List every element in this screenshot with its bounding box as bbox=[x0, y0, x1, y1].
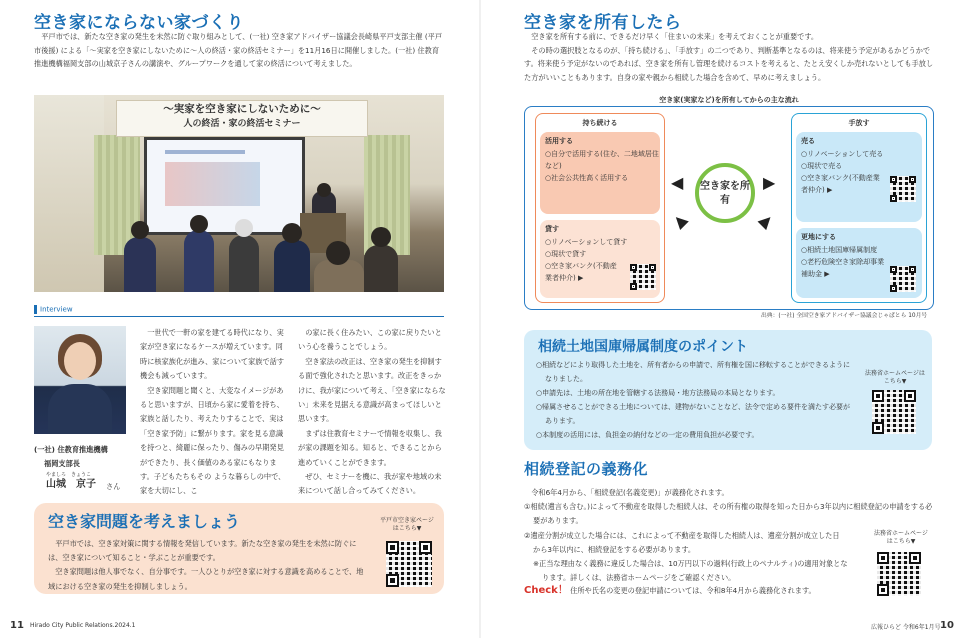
kokko-item: ○本制度の活用には、負担金の納付などの一定の費用負担が必要です。 bbox=[536, 431, 759, 439]
interviewee-portrait bbox=[34, 326, 126, 434]
lend-item: ○空き家バンク(不動産業者仲介) ▶ bbox=[545, 262, 617, 282]
moj-registry-qr-label: 法務省ホームページはこちら▼ bbox=[874, 530, 928, 545]
sell-box bbox=[796, 132, 922, 222]
right-title-text: 空き家を所有したら bbox=[524, 13, 682, 33]
arrow-down-right-icon: ▶ bbox=[754, 209, 777, 232]
kokko-title: 相続土地国庫帰属制度のポイント bbox=[538, 339, 748, 355]
vacant-item: ○老朽危険空き家除却事業補助金 ▶ bbox=[801, 258, 885, 278]
kokko-item: ○帰属させることができる土地については、建物がないことなど、法令で定める要件を満たす必要があります。 bbox=[536, 403, 850, 425]
hirado-qr-label: 平戸市空き家ページはこちら▼ bbox=[380, 517, 434, 532]
interview-column-2 bbox=[298, 326, 446, 499]
release-title: 手放す bbox=[848, 119, 870, 127]
left-title-text: 空き家にならない家づくり bbox=[34, 13, 244, 33]
arrow-right-icon: ▶ bbox=[763, 173, 776, 192]
hirado-vacant-house-qr-code[interactable] bbox=[386, 541, 432, 587]
arrow-down-left-icon: ◀ bbox=[670, 209, 693, 232]
sell-item: ○リノベーションして売る bbox=[801, 150, 884, 158]
sell-item: ○現状で売る bbox=[801, 162, 843, 170]
column2-paragraph: 空き家法の改正は、空き家の発生を抑制する面で強化されたと思います。改正をきっかけに、我が家について考え、「空き家にならない」未来を見据える意識が高まってほしいと思います。 bbox=[298, 356, 446, 424]
interviewee-org: (一社) 住教育推進機構 bbox=[34, 445, 108, 454]
keep-group bbox=[535, 113, 665, 303]
column1-paragraph: 空き家問題と聞くと、大変なイメージがあると思いますが、日頃から家に愛着を持ち、家族と話したり、考えたりすることで、実は「空き家予防」に繋がります。家を見る意識を持つと、綺麗に保ったり、傷みの早期発見ができたり、長く価値のある家にもなります。子どもたちもその ような暮らしの中で、家を大切にし、こ bbox=[140, 385, 286, 496]
flow-source: 出典：(一社) 全国空き家アドバイザー協議会じゃぱとら 10月号 bbox=[761, 313, 928, 319]
kokko-kizoku-box bbox=[524, 330, 932, 450]
think-title: 空き家問題を考えましょう bbox=[48, 512, 241, 531]
check-row bbox=[524, 584, 884, 598]
banner-line1: 〜実家を空き家にしないために〜 bbox=[163, 103, 321, 115]
interviewee-name: 山城 京子 bbox=[46, 479, 96, 490]
vacant-title: 更地にする bbox=[801, 233, 836, 241]
lend-akiya-bank-qr-code[interactable] bbox=[630, 264, 656, 290]
vacant-land-box bbox=[796, 228, 922, 298]
ownership-flow-diagram bbox=[524, 96, 934, 310]
registry-line: ※正当な理由なく義務に違反した場合は、10万円以下の過料(行政上のペナルティ)の適用対象となります。詳しくは、法務省ホームページをご確認ください。 bbox=[533, 559, 848, 583]
kokko-item: ○申請先は、土地の所在地を管轄する法務局・地方法務局の本局となります。 bbox=[536, 389, 780, 397]
use-box bbox=[540, 132, 660, 214]
interviewee-suffix: さん bbox=[106, 482, 121, 491]
demolition-subsidy-qr-code[interactable] bbox=[890, 266, 916, 292]
interview-label: Interview bbox=[34, 305, 444, 317]
flow-title: 空き家(実家など)を所有してからの主な流れ bbox=[659, 96, 799, 104]
right-page-number: 10 bbox=[940, 620, 954, 631]
left-page bbox=[0, 0, 479, 638]
keep-title: 持ち続ける bbox=[582, 119, 618, 127]
lend-item: ○現状で貸す bbox=[545, 250, 587, 258]
use-title: 活用する bbox=[545, 137, 573, 145]
left-intro: 平戸市では、新たな空き家の発生を未然に防ぐ取り組みとして、(一社) 空き家アドバイザー協議会長崎県平戸支部主催 (平戸市後援) による「〜実家を空き家にしないために〜人の終活・家の終活セミナー」を11月16日に開催しました。(一社) 住教育推進機構福岡支部の山城京子さんの講演や、グループワークを通して家の終活について考えました。 bbox=[34, 32, 443, 69]
column2-paragraph: まずは住教育セミナーで情報を収集し、我が家の課題を知る。知ると、できることから進めていくことができます。 bbox=[298, 428, 442, 467]
registry-line: ①相続(遺言も含む。)によって不動産を取得した相続人は、その所有権の取得を知った日から3年以内に相続登記の申請をする必要があります。 bbox=[524, 502, 933, 526]
arrow-left-icon: ◀ bbox=[671, 173, 684, 192]
right-intro: 空き家を所有する前に、できるだけ早く「住まいの未来」を考えておくことが重要です。 その時の選択肢となるのが、「持ち続ける」、「手放す」の二つであり、判断基準となるのは、将来使う予定があるかどうかです。将来使う予定がないのであれば、空き家を所有し管理を続けるコストを考えると、たとえ安くしか売れないとしても手放した方がいいこともあります。自身の家や親から相続した場合を含めて、早めに考えましょう。 bbox=[524, 32, 934, 82]
use-item: ○社会公共性高く活用する bbox=[545, 174, 629, 182]
registry-line: ②遺産分割が成立した場合には、これによって不動産を取得した相続人は、遺産分割が成立した日から3年以内に、相続登記をする必要があります。 bbox=[524, 530, 840, 554]
vacant-item: ○相続土地国庫帰属制度 bbox=[801, 246, 878, 254]
seminar-photo bbox=[34, 95, 444, 292]
column1-paragraph: 一世代で一軒の家を建てる時代になり、実家が空き家になるケースが増えています。同時に核家族化が進み、家について家族で話す機会も減っています。 bbox=[140, 328, 285, 381]
right-page bbox=[481, 0, 960, 638]
registry-title: 相続登記の義務化 bbox=[524, 460, 649, 478]
seminar-banner bbox=[116, 100, 368, 137]
check-label: Check！ bbox=[524, 585, 568, 596]
kokko-item: ○相続などにより取得した土地を、所有者からの申請で、所有権を国に移転することができるようになりました。 bbox=[536, 361, 850, 383]
moj-kokko-qr-code[interactable] bbox=[872, 390, 916, 434]
interviewee-branch: 福岡支部長 bbox=[44, 459, 80, 468]
check-text: 住所や氏名の変更の登記申請については、令和8年4月から義務化されます。 bbox=[570, 586, 816, 595]
release-group bbox=[791, 113, 927, 303]
use-item: ○自分で活用する(住む、二地域居住など) bbox=[545, 150, 659, 170]
projector-screen bbox=[144, 137, 305, 235]
sell-item: ○空き家バンク(不動産業者仲介) ▶ bbox=[801, 174, 880, 194]
lend-title: 貸す bbox=[545, 225, 559, 233]
moj-qr-label: 法務省ホームページはこちら▼ bbox=[865, 370, 925, 385]
own-vacant-house-center: 空き家を所有 bbox=[695, 163, 755, 223]
lend-box bbox=[540, 220, 660, 298]
sell-title: 売る bbox=[801, 137, 815, 145]
left-page-number: 11 bbox=[10, 620, 24, 631]
lend-item: ○リノベーションして貸す bbox=[545, 238, 628, 246]
column2-paragraph: の家に長く住みたい、この家に戻りたいという心を養うことでしょう。 bbox=[298, 328, 442, 352]
registry-line: 令和6年4月から、「相続登記(名義変更)」が義務化されます。 bbox=[531, 488, 729, 497]
interview-column-1 bbox=[140, 326, 286, 499]
think-about-box bbox=[34, 503, 444, 594]
sell-akiya-bank-qr-code[interactable] bbox=[890, 176, 916, 202]
kokko-list bbox=[536, 358, 856, 442]
left-footer: Hirado City Public Relations.2024.1 bbox=[30, 622, 136, 629]
right-footer: 広報ひらど 令和6年1月号 bbox=[871, 624, 941, 631]
interviewee-ruby: やましろ きょうこ bbox=[46, 472, 92, 478]
think-text: 平戸市では、空き家対策に関する情報を発信しています。新たな空き家の発生を未然に防ぐには、空き家について知ること・学ぶことが重要です。 空き家問題は他人事でなく、自分事です。一人ひとりが空き家に対する意識を高めることで、地域における空き家の発生を抑制しましょう。 bbox=[48, 539, 364, 591]
banner-line2: 人の終活・家の終活セミナー bbox=[183, 119, 301, 129]
column2-paragraph: ぜひ、セミナーを機に、我が家や地域の未来について話し合ってみてください。 bbox=[298, 472, 442, 496]
